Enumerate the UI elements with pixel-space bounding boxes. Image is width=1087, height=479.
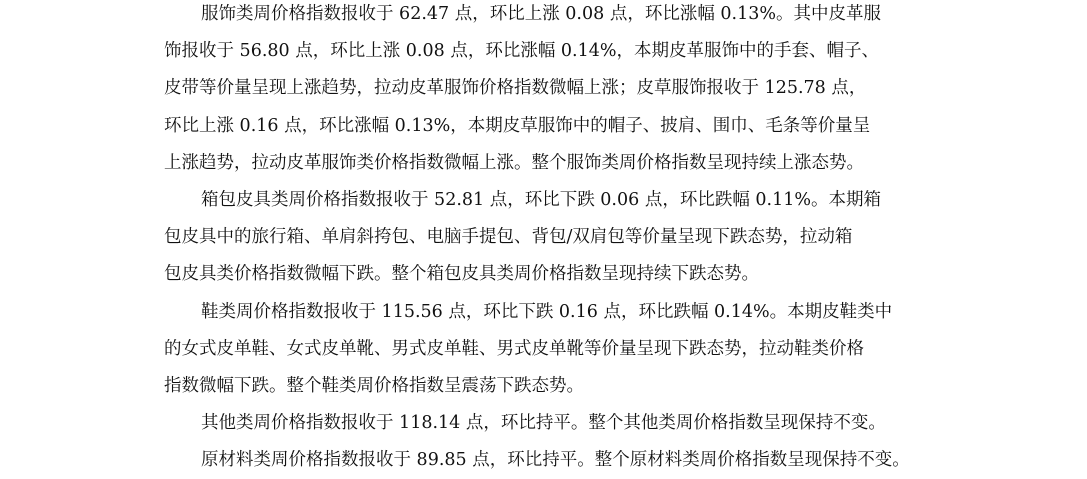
text-line: 指数微幅下跌。整个鞋类周价格指数呈震荡下跌态势。 [164, 375, 584, 396]
text-line: 饰报收于 56.80 点，环比上涨 0.08 点，环比涨幅 0.14%，本期皮革服饰中的手套、帽子、 [164, 41, 879, 62]
document-body [164, 0, 924, 479]
text-line: 包皮具类价格指数微幅下跌。整个箱包皮具类周价格指数呈现持续下跌态势。 [164, 264, 759, 285]
paragraph-apparel [164, 0, 924, 182]
text-line: 环比上涨 0.16 点，环比涨幅 0.13%，本期皮草服饰中的帽子、披肩、围巾、毛条等价量呈 [164, 115, 871, 136]
paragraph-raw-materials [164, 442, 924, 479]
text-line: 皮带等价量呈现上涨趋势，拉动皮革服饰价格指数微幅上涨；皮草服饰报收于 125.78 点， [164, 78, 867, 99]
text-line: 箱包皮具类周价格指数报收于 52.81 点，环比下跌 0.06 点，环比跌幅 0.11%。本期箱 [201, 189, 881, 210]
text-line: 其他类周价格指数报收于 118.14 点，环比持平。整个其他类周价格指数呈现保持不变。 [201, 413, 886, 434]
paragraph-bags [164, 182, 924, 294]
text-line: 上涨趋势，拉动皮革服饰类价格指数微幅上涨。整个服饰类周价格指数呈现持续上涨态势。 [164, 152, 864, 173]
text-line: 包皮具中的旅行箱、单肩斜挎包、电脑手提包、背包/双肩包等价量呈现下跌态势，拉动箱 [164, 227, 853, 248]
text-line: 鞋类周价格指数报收于 115.56 点，环比下跌 0.16 点，环比跌幅 0.14%。本期皮鞋类中 [201, 301, 893, 322]
text-line: 原材料类周价格指数报收于 89.85 点，环比持平。整个原材料类周价格指数呈现保持不变。 [201, 450, 910, 471]
text-line: 服饰类周价格指数报收于 62.47 点，环比上涨 0.08 点，环比涨幅 0.13%。其中皮革服 [201, 4, 881, 24]
text-line: 的女式皮单鞋、女式皮单靴、男式皮单鞋、男式皮单靴等价量呈现下跌态势，拉动鞋类价格 [164, 338, 864, 359]
paragraph-other [164, 405, 924, 442]
paragraph-shoes [164, 294, 924, 406]
